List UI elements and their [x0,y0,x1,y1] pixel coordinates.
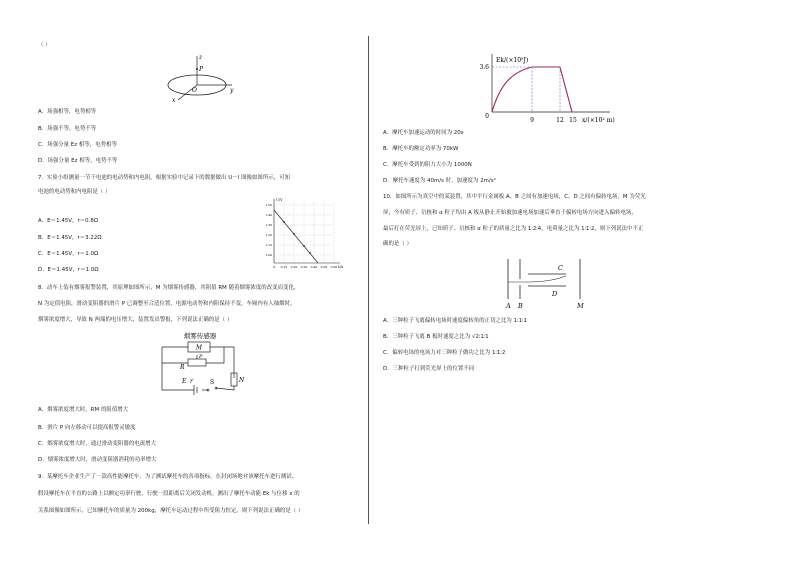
q7-option-c: C．E＝1.45V，r＝1.0Ω [38,251,99,257]
q10-stem-line4: 确的是（ ） [383,241,412,247]
origin-o-label: O [192,87,197,94]
q9-option-a: A．摩托车加速运动的时间为 20s [383,130,464,136]
q7-ui-graph [252,197,352,273]
emf-e-label: E [182,378,187,385]
q9-y0: 0 [485,113,489,120]
q8-stem-line2: N 为定值电阻，滑动变阻器的滑片 P 已调整至合适位置，电源电动势和内阻保持不变，车厢内有人抽烟时， [38,301,296,307]
q10-option-b: B．三种粒子飞离 B 板时速度之比为 √2∶1∶1 [383,334,489,340]
q6-option-b: B．场强不等，电势不等 [38,126,97,132]
q7-ytick: 1.20 [265,233,272,237]
q7-ytick: 1.40 [265,213,272,217]
q8-option-c: C．烟雾浓度增大时，通过滑动变阻器的电流增大 [38,441,157,447]
q10-deflection-figure [500,255,600,313]
q7-xtick: 0 [273,265,275,269]
plate-a-label: A [506,302,511,310]
q9-xlabel: x/(×10² m) [582,117,615,124]
plate-c-label: C [558,264,563,272]
q6-ring-figure [160,52,250,104]
switch-s-label: S [210,379,215,386]
q7-xtitle: I/A [338,265,344,269]
q8-stem-line3: 烟雾浓度增大，导致 N 两端的电压增大，装置发出警报，下列说法正确的是（ ） [38,317,233,323]
q7-option-d: D．E＝1.45V，r＝1.0Ω [38,267,99,273]
q7-stem-line1: 7．实验小组测量一节干电池的电动势和内电阻，根据实验中记录下的数据做出 U－I 图像如图所示，可知 [38,175,291,181]
point-p-label: P [199,66,204,73]
q7-ytick: 1.00 [265,253,272,257]
q7-xtick: 0.40 [310,265,318,269]
q9-ylabel: Ek/(×10⁵J) [496,57,529,64]
q10-stem-line2: 屏，今有质子、氘核和 α 粒子均由 A 板从静止开始被加速电场加速后垂直于偏转电场方向进入偏转电场， [383,210,637,216]
q9-stem-line1: 9．某摩托车企业生产了一款高性能摩托车，为了测试摩托车的各项指标，在封闭场地对该摩托车进行测试。 [38,474,298,480]
q8-option-a: A．烟雾浓度增大时，RM 的阻值增大 [38,407,129,413]
q10-stem-line1: 10．如图所示为真空中的某装置，其中平行金属板 A、B 之间有加速电场，C、D 之间有偏转电场，M 为荧光 [383,194,646,200]
screen-m-label: M [577,302,584,310]
plate-b-label: B [518,302,523,310]
rheostat-r-label: R [180,364,185,371]
q9-option-c: C．摩托车受到的阻力大小为 1000N [383,162,472,168]
q10-option-d: D．三种粒子打到荧光屏上的位置不同 [383,366,475,372]
q9-xtick: 9 [530,117,534,124]
q9-y36: 3.6 [479,64,489,71]
q9-xtick: 12 [556,117,564,124]
q7-ytick: 1.30 [265,223,272,227]
q9-xtick: 15 [569,117,577,124]
q9-option-d: D．摩托车速度为 40m/s 时，加速度为 2m/s² [383,178,496,184]
axis-y-label: y [230,87,234,94]
q7-ytick: 1.50 [265,203,272,207]
q6-answer-paren: （ ） [38,42,51,48]
q10-stem-line3: 最后打在荧光屏上，已知质子、氘核和 α 粒子的质量之比为 1∶2∶4，电荷量之比为 1∶1∶2，则下列说法中不正 [383,226,644,232]
q9-stem-line3: 关系图像如图所示，已知摩托车的质量为 200kg，摩托车运动过程中所受阻力恒定，则下列说法正确的是（ ） [38,508,304,514]
sensor-label: 烟雾传感器 [183,332,217,340]
axis-z-label: z [199,54,203,61]
q7-xtick: 0.50 [320,265,328,269]
q8-stem-line1: 8．动车上装有烟雾报警装置，其原理如图所示，M 为烟雾传感器，其阻值 RM 随着烟雾浓度的改变而变化， [38,285,300,291]
q6-option-a: A．场强相等，电势相等 [38,109,97,115]
q6-option-d: D．场强分量 Ez 相等，电势不等 [38,158,118,164]
q8-option-b: B．滑片 P 向左移动可以提高报警灵敏度 [38,425,136,431]
q7-xtick: 0.30 [300,265,308,269]
q7-option-a: A．E＝1.45V，r＝0.8Ω [38,218,99,224]
slider-p-label: P [199,354,203,360]
q7-xtick: 0.20 [290,265,298,269]
q9-option-b: B．摩托车的额定功率为 70kW [383,146,459,152]
q8-circuit-figure [150,330,250,402]
q7-ytick: 1.10 [265,243,272,247]
sensor-m-label: M [195,344,203,352]
column-divider [368,36,369,524]
plate-d-label: D [552,290,558,298]
q7-ytitle: U/V [276,198,283,202]
q10-option-a: A．三种粒子飞离偏转电场时速度偏转角的正切之比为 1∶1∶1 [383,318,527,324]
internal-r-label: r [190,378,193,385]
axis-x-label: x [172,97,176,104]
q9-stem-line2: 假设摩托车在平直的公路上以额定功率行驶，行驶一段距离后关闭发动机，测出了摩托车动能 Ek 与位移 x 的 [38,491,300,497]
q7-stem-line2: 电池的电动势和内电阻是（ ） [38,189,111,195]
q6-option-c: C．场强分量 Ez 相等，电势相等 [38,142,117,148]
q9-ek-x-graph [470,52,620,128]
q8-option-d: D．烟雾浓度增大时，滑动变阻器消耗的功率增大 [38,457,157,463]
resistor-n-label: N [239,377,245,384]
q7-xtick: 0.10 [280,265,288,269]
q7-xtick: 0.60 [330,265,338,269]
q7-option-b: B．E＝1.45V，r＝3.22Ω [38,235,102,241]
q10-option-c: C．偏转电场的电场力对三种粒子做功之比为 1∶1∶2 [383,350,506,356]
